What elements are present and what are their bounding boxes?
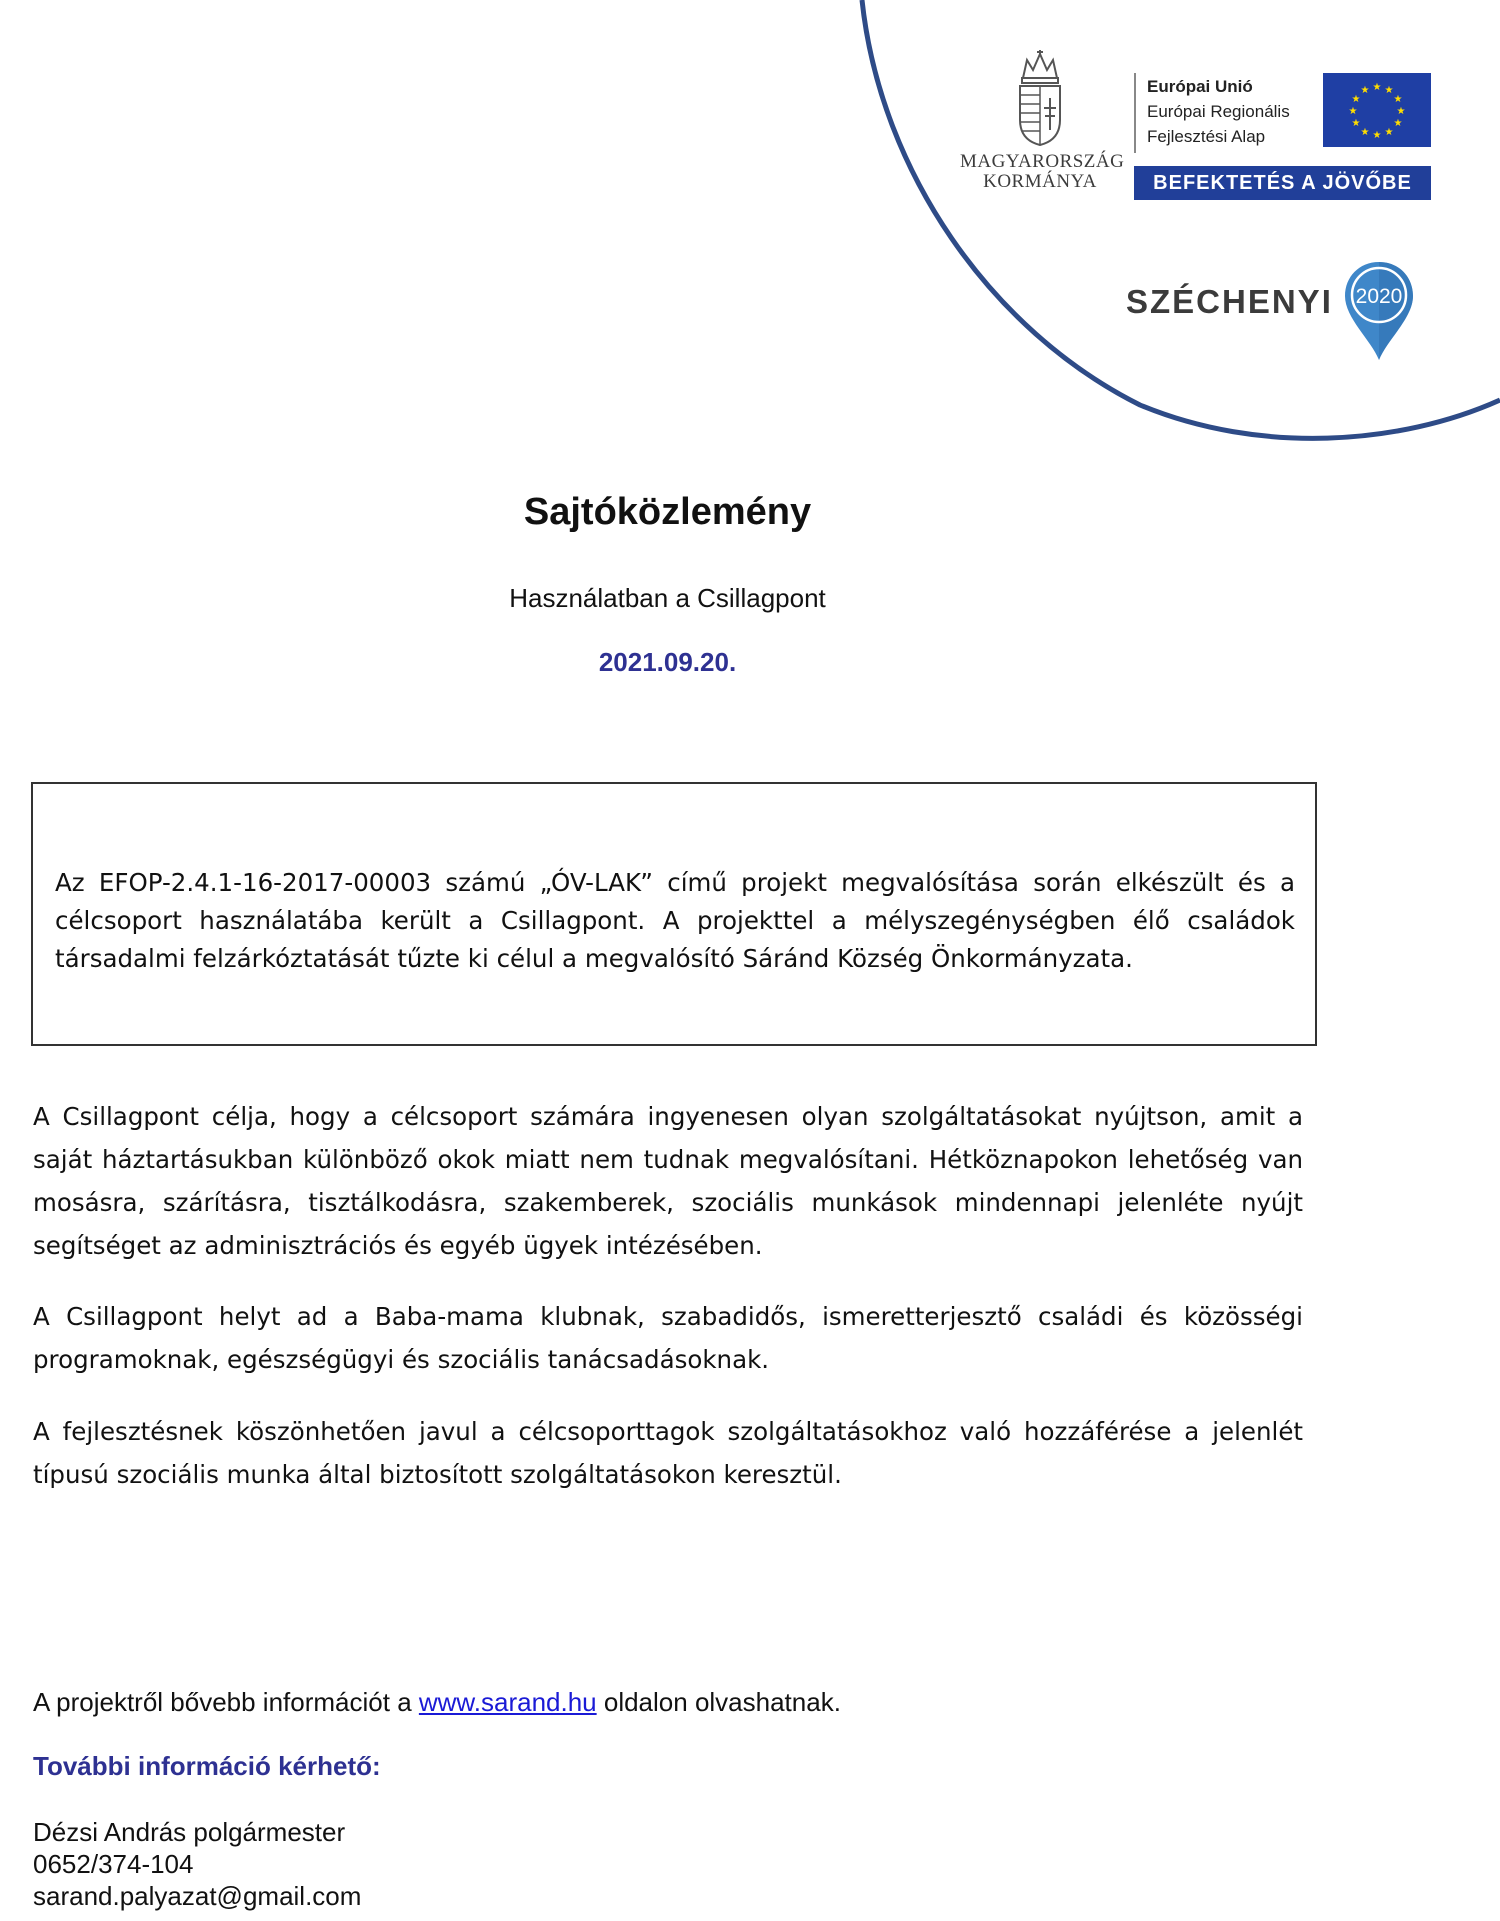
contact-name: Dézsi András polgármester [33, 1817, 346, 1847]
header-arc-decoration [0, 0, 1500, 460]
eu-logo-text [1147, 74, 1290, 149]
publication-date: 2021.09.20. [598, 647, 737, 677]
more-info-line [33, 1687, 841, 1718]
svg-text:★: ★ [1351, 94, 1361, 105]
government-name-line1: MAGYARORSZÁG [960, 151, 1125, 172]
svg-text:★: ★ [1396, 106, 1406, 117]
contact-email[interactable]: sarand.palyazat@gmail.com [33, 1881, 362, 1911]
contact-block [33, 1816, 361, 1912]
svg-text:★: ★ [1393, 94, 1403, 105]
hungarian-government-logo [960, 50, 1125, 192]
eu-fund-line2: Fejlesztési Alap [1147, 127, 1266, 146]
svg-text:★: ★ [1360, 85, 1370, 96]
eu-logo-divider [1134, 73, 1136, 153]
page-subtitle: Használatban a Csillagpont [509, 583, 826, 613]
body-paragraph-programs: A Csillagpont helyt ad a Baba-mama klubnak, szabadidős, ismeretterjesztő családi és közösségi programoknak, egészségügyi és szociális tanácsadásoknak. [33, 1302, 1303, 1374]
summary-box [31, 782, 1317, 1046]
more-info-suffix: oldalon olvashatnak. [596, 1687, 841, 1717]
eu-flag-icon [1323, 73, 1431, 147]
summary-text: Az EFOP-2.4.1-16-2017-00003 számú „ÓV-LAK” című projekt megvalósítása során elkészült és a célcsoport használatába került a Csillagpont. A projekttel a mélyszegénységben élő családok társadalmi felzárkóztatását tűzte ki célul a megvalósító Sáránd Község Önkormányzata. [55, 868, 1295, 973]
svg-text:★: ★ [1384, 127, 1394, 138]
eu-slogan-banner: BEFEKTETÉS A JÖVŐBE [1134, 166, 1431, 200]
website-link[interactable]: www.sarand.hu [418, 1687, 597, 1717]
svg-text:★: ★ [1384, 85, 1394, 96]
szechenyi-year: 2020 [1355, 285, 1403, 308]
body-paragraph-outcome: A fejlesztésnek köszönhetően javul a célcsoporttagok szolgáltatásokhoz való hozzáférése a jelenlét típusú szociális munka által biztosított szolgáltatásokon keresztül. [33, 1417, 1303, 1489]
more-info-prefix: A projektről bővebb információt a [33, 1687, 419, 1717]
svg-text:★: ★ [1348, 106, 1358, 117]
szechenyi-2020-pin-icon [1341, 260, 1417, 364]
svg-text:★: ★ [1372, 130, 1382, 141]
coat-of-arms-icon [1015, 50, 1065, 146]
government-name-line2: KORMÁNYA [983, 171, 1097, 192]
svg-text:★: ★ [1372, 82, 1382, 93]
eu-title: Európai Unió [1147, 77, 1253, 96]
svg-text:★: ★ [1393, 118, 1403, 129]
contact-phone: 0652/374-104 [33, 1849, 194, 1879]
page-title: Sajtóközlemény [523, 491, 812, 533]
eu-fund-line1: Európai Regionális [1147, 102, 1290, 121]
eu-stars-icon [1323, 73, 1431, 147]
svg-text:★: ★ [1351, 118, 1361, 129]
body-paragraph-goal: A Csillagpont célja, hogy a célcsoport számára ingyenesen olyan szolgáltatásokat nyújtson, amit a saját háztartásukban különböző okok miatt nem tudnak megvalósítani. Hétköznapokon lehetőség van mosásra, szárításra, tisztálkodásra, szakemberek, szociális munkások mindennapi jelenléte nyújt segítséget az adminisztrációs és egyéb ügyek intézésében. [33, 1102, 1303, 1260]
contact-heading: További információ kérhető: [33, 1751, 381, 1781]
szechenyi-label: SZÉCHENYI [1126, 283, 1333, 320]
svg-text:★: ★ [1360, 127, 1370, 138]
